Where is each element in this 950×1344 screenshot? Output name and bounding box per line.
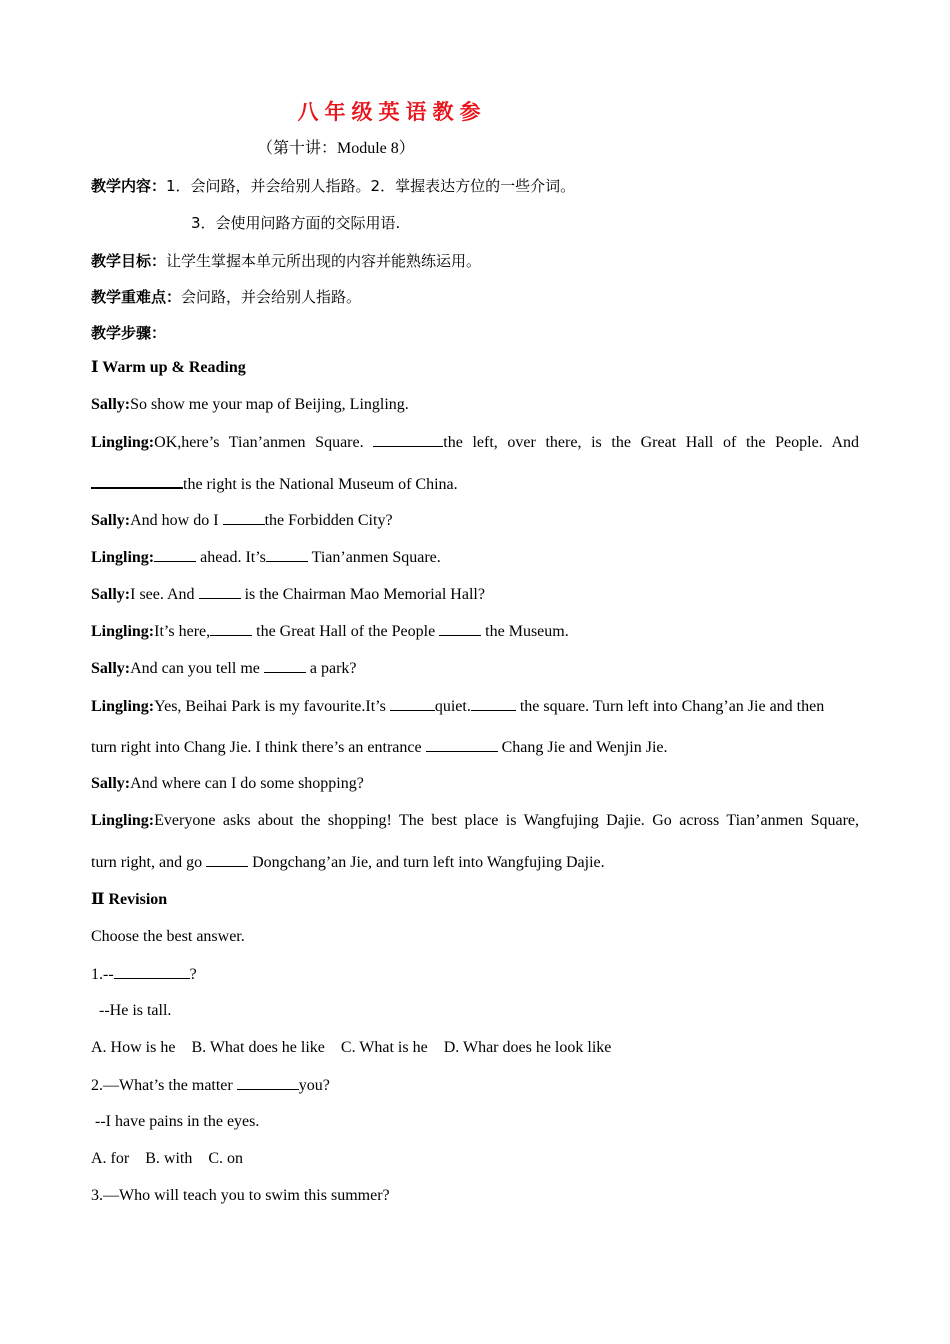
key-text: 会问路，并会给别人指路。 xyxy=(181,288,362,306)
blank[interactable] xyxy=(91,473,183,489)
key-label: 教学重难点： xyxy=(91,288,182,306)
dialogue-text: Dongchang’an Jie, and turn left into Wangfujing Dajie. xyxy=(248,854,605,871)
blank[interactable] xyxy=(114,964,190,979)
dialogue-text: Chang Jie and Wenjin Jie. xyxy=(497,739,668,756)
blank[interactable] xyxy=(390,696,435,711)
dialogue-text: And can you tell me xyxy=(130,660,264,677)
dialogue-text: OK,here’s Tian’anmen Square. xyxy=(154,434,374,451)
question-1-answer: --He is tall. xyxy=(99,1002,172,1019)
question-3: 3.—Who will teach you to swim this summer? xyxy=(91,1187,390,1204)
dialogue-text: turn right, and go xyxy=(91,854,207,871)
blank[interactable] xyxy=(266,547,308,562)
content-label: 教学内容： xyxy=(91,177,167,195)
question-text: ? xyxy=(189,966,197,983)
dialogue-line xyxy=(91,473,458,495)
dialogue-text: It’s here, xyxy=(154,623,211,640)
content-item-2: 3．会使用问路方面的交际用语. xyxy=(191,214,401,232)
teaching-content xyxy=(91,176,575,196)
dialogue-text: Tian’anmen Square. xyxy=(307,549,441,566)
speaker-lingling: Lingling: xyxy=(91,698,155,715)
blank[interactable] xyxy=(237,1075,299,1090)
question-2-options: A. for B. with C. on xyxy=(91,1150,243,1167)
dialogue-line xyxy=(91,621,569,642)
goal-text: 让学生掌握本单元所出现的内容并能熟练运用。 xyxy=(166,252,482,270)
blank[interactable] xyxy=(154,547,196,562)
question-text: 2.—What’s the matter xyxy=(91,1077,237,1094)
question-text: 1.-- xyxy=(91,966,114,983)
blank[interactable] xyxy=(426,737,498,752)
question-2-answer: --I have pains in the eyes. xyxy=(95,1113,260,1130)
dialogue-line xyxy=(91,774,364,794)
instruction: Choose the best answer. xyxy=(91,928,245,945)
speaker-sally: Sally: xyxy=(91,660,131,677)
question-text: you? xyxy=(298,1077,330,1094)
dialogue-text: quiet. xyxy=(434,698,471,715)
teaching-goal xyxy=(91,251,481,271)
dialogue-text: a park? xyxy=(305,660,357,677)
blank[interactable] xyxy=(199,584,241,599)
speaker-sally: Sally: xyxy=(91,775,131,792)
dialogue-text: the Great Hall of the People xyxy=(252,623,440,640)
dialogue-line xyxy=(91,852,605,873)
dialogue-line xyxy=(91,547,441,568)
blank[interactable] xyxy=(206,852,248,867)
section-heading-revision: Ⅱ Revision xyxy=(91,891,168,908)
blank[interactable] xyxy=(223,510,265,525)
speaker-lingling: Lingling: xyxy=(91,812,155,829)
key-points xyxy=(91,287,361,307)
dialogue-text: So show me your map of Beijing, Lingling. xyxy=(130,396,409,413)
dialogue-text: the square. Turn left into Chang’an Jie and then xyxy=(515,698,825,715)
dialogue-line xyxy=(91,696,824,717)
content-item-1: 1．会问路，并会给别人指路。2．掌握表达方位的一些介词。 xyxy=(166,177,576,195)
speaker-lingling: Lingling: xyxy=(91,623,155,640)
blank[interactable] xyxy=(210,621,252,636)
dialogue-line xyxy=(91,432,859,453)
dialogue-line xyxy=(91,737,668,758)
page-title: 八年级英语教参 xyxy=(297,100,487,124)
section-heading-warmup: Ⅰ Warm up & Reading xyxy=(91,359,246,376)
steps-label: 教学步骤： xyxy=(91,324,167,342)
question-1 xyxy=(91,964,197,985)
blank[interactable] xyxy=(373,432,443,447)
dialogue-line xyxy=(91,658,357,679)
dialogue-text: And how do I xyxy=(130,512,223,529)
dialogue-text: the Forbidden City? xyxy=(264,512,393,529)
speaker-sally: Sally: xyxy=(91,586,131,603)
speaker-lingling: Lingling: xyxy=(91,549,155,566)
dialogue-text: the right is the National Museum of China. xyxy=(183,476,458,493)
dialogue-line xyxy=(91,584,485,605)
dialogue-line xyxy=(91,510,393,531)
question-1-options: A. How is he B. What does he like C. What is he D. Whar does he look like xyxy=(91,1039,612,1056)
dialogue-line xyxy=(91,395,409,415)
speaker-sally: Sally: xyxy=(91,396,131,413)
dialogue-text: I see. And xyxy=(130,586,199,603)
dialogue-text: Yes, Beihai Park is my favourite.It’s xyxy=(154,698,390,715)
dialogue-text: And where can I do some shopping? xyxy=(130,775,364,792)
dialogue-line xyxy=(91,811,859,831)
dialogue-text: ahead. It’s xyxy=(196,549,266,566)
dialogue-text: the Museum. xyxy=(481,623,569,640)
speaker-sally: Sally: xyxy=(91,512,131,529)
dialogue-text: is the Chairman Mao Memorial Hall? xyxy=(240,586,485,603)
speaker-lingling: Lingling: xyxy=(91,434,155,451)
dialogue-text: the left, over there, is the Great Hall of the People. And xyxy=(443,434,860,451)
blank[interactable] xyxy=(471,696,516,711)
dialogue-text: turn right into Chang Jie. I think there’s an entrance xyxy=(91,739,426,756)
dialogue-text: Everyone asks about the shopping! The best place is Wangfujing Dajie. Go across Tian’anmen Square, xyxy=(154,812,859,829)
subtitle: （第十讲：Module 8） xyxy=(257,140,415,157)
question-2 xyxy=(91,1075,330,1096)
goal-label: 教学目标： xyxy=(91,252,167,270)
blank[interactable] xyxy=(439,621,481,636)
blank[interactable] xyxy=(264,658,306,673)
